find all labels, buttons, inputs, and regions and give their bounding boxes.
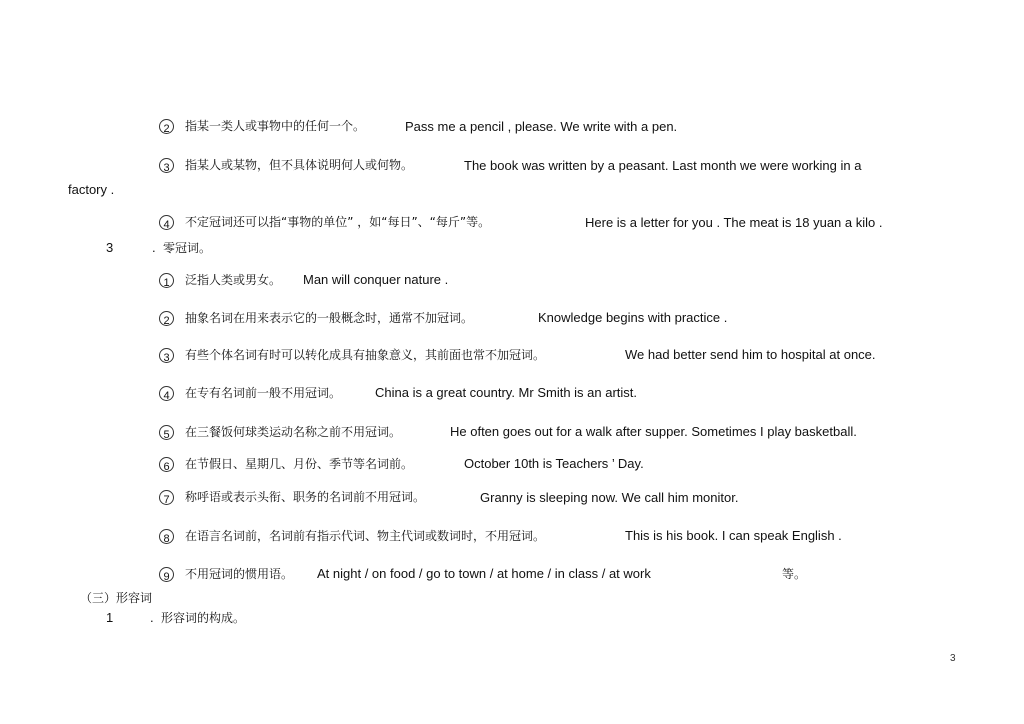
item-en-example: China is a great country. Mr Smith is an artist.	[375, 385, 638, 400]
item-tail-text: 等。	[782, 567, 807, 581]
circled-number: 4	[159, 215, 174, 230]
heading-title: 零冠词。	[163, 241, 212, 255]
item-cn-text: 在专有名词前一般不用冠词。	[185, 386, 342, 400]
item-en-example: Here is a letter for you . The meat is 18 yuan a kilo .	[585, 215, 883, 230]
circled-number: 4	[159, 386, 174, 401]
item-en-example: Man will conquer nature .	[303, 272, 449, 287]
heading-number: 3	[106, 240, 114, 255]
circled-number: 8	[159, 529, 174, 544]
item-cn-text: 抽象名词在用来表示它的一般概念时，通常不加冠词。	[185, 311, 474, 325]
circled-number: 2	[159, 311, 174, 326]
subheading-number: 1	[106, 610, 114, 625]
item-cn-text: 指某一类人或事物中的任何一个。	[185, 119, 366, 133]
item-en-example: Granny is sleeping now. We call him monitor.	[480, 490, 739, 505]
item-en-example: We had better send him to hospital at once.	[625, 347, 876, 362]
item-cn-text: 在语言名词前，名词前有指示代词、物主代词或数词时，不用冠词。	[185, 529, 546, 543]
section-three-title: （三）形容词	[80, 591, 153, 605]
circled-number: 1	[159, 273, 174, 288]
circled-number: 9	[159, 567, 174, 582]
subheading-separator: .	[150, 610, 154, 625]
item-cn-text: 在三餐饭何球类运动名称之前不用冠词。	[185, 425, 402, 439]
item-cn-text: 称呼语或表示头衔、职务的名词前不用冠词。	[185, 490, 426, 504]
item-en-example: Pass me a pencil , please. We write with a pen.	[405, 119, 678, 134]
item-en-example: Knowledge begins with practice .	[538, 310, 728, 325]
circled-number: 3	[159, 158, 174, 173]
circled-number: 3	[159, 348, 174, 363]
item-cn-text: 泛指人类或男女。	[185, 273, 282, 287]
item-cn-text: 指某人或某物，但不具体说明何人或何物。	[185, 158, 414, 172]
item-cn-text: 不定冠词还可以指“事物的单位” ，如“每日”、“每斤”等。	[185, 215, 491, 229]
subheading-title: 形容词的构成。	[161, 611, 246, 625]
circled-number: 5	[159, 425, 174, 440]
circled-number: 6	[159, 457, 174, 472]
item-en-example: He often goes out for a walk after supper. Sometimes I play basketball.	[450, 424, 857, 439]
item-en-example: October 10th is Teachers ’ Day.	[464, 456, 644, 471]
item-cn-text: 不用冠词的惯用语。	[185, 567, 294, 581]
circled-number: 7	[159, 490, 174, 505]
item-en-example: At night / on food / go to town / at home / in class / at work	[317, 566, 651, 581]
circled-number: 2	[159, 119, 174, 134]
heading-separator: .	[152, 240, 156, 255]
item-en-example: The book was written by a peasant. Last month we were working in a	[464, 158, 862, 173]
item-en-example: This is his book. I can speak English .	[625, 528, 842, 543]
item-en-continuation: factory .	[68, 182, 115, 197]
page-number: 3	[950, 653, 956, 664]
item-cn-text: 有些个体名词有时可以转化成具有抽象意义，其前面也常不加冠词。	[185, 348, 546, 362]
item-cn-text: 在节假日、星期几、月份、季节等名词前。	[185, 457, 414, 471]
